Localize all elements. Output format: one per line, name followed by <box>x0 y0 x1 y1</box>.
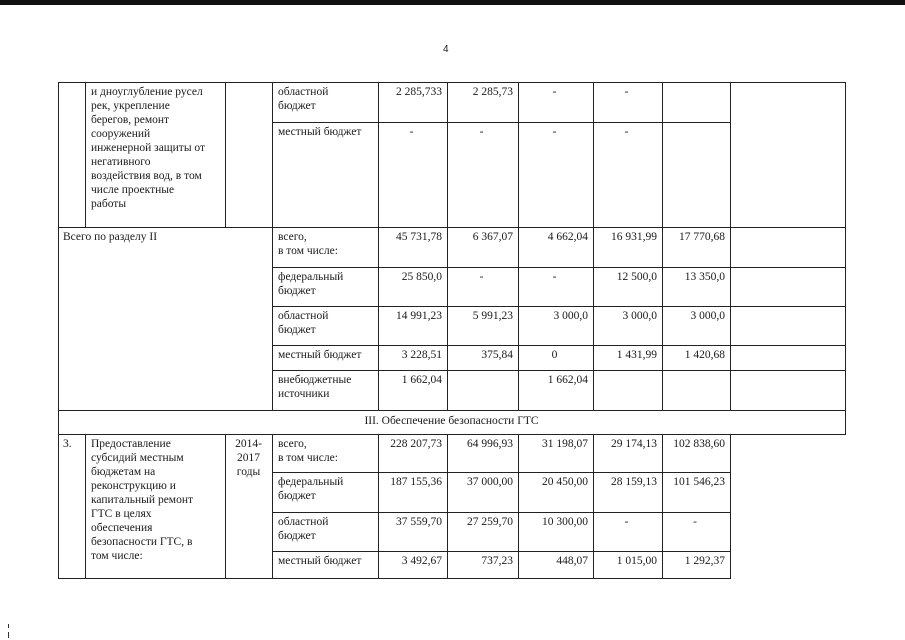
funding-source-label: местный бюджет <box>278 555 362 567</box>
activity-description: капитальный ремонт <box>91 494 194 506</box>
amount-cell: 2 285,733 <box>396 86 442 98</box>
amount-cell: 14 991,23 <box>396 310 442 322</box>
amount-cell: - <box>693 516 697 528</box>
amount-cell: 4 662,04 <box>547 231 588 243</box>
funding-source-label: в том числе: <box>278 245 338 257</box>
table-vline <box>272 82 273 410</box>
amount-cell: - <box>409 126 414 138</box>
table-vline <box>662 434 663 578</box>
activity-description: и дноуглубление русел <box>91 86 203 98</box>
funding-source-label: бюджет <box>278 490 316 502</box>
amount-cell: 228 207,73 <box>390 438 442 450</box>
funding-source-label: бюджет <box>278 285 316 297</box>
table-vline <box>378 434 379 578</box>
table-hline <box>58 578 731 579</box>
funding-source-label: бюджет <box>278 324 316 336</box>
amount-cell: - <box>624 516 629 528</box>
page-number: 4 <box>443 44 449 55</box>
table-hline <box>58 82 846 83</box>
amount-cell: - <box>479 271 484 283</box>
funding-source-label: областной <box>278 310 329 322</box>
table-vline <box>845 82 846 435</box>
amount-cell: 3 228,51 <box>401 349 442 361</box>
funding-source-label: местный бюджет <box>278 126 362 138</box>
activity-description: бюджетам на <box>91 466 156 478</box>
amount-cell: 27 259,70 <box>467 516 513 528</box>
amount-cell: - <box>552 86 557 98</box>
amount-cell: 187 155,36 <box>390 476 442 488</box>
amount-cell: 29 174,13 <box>611 438 657 450</box>
amount-cell: - <box>624 126 629 138</box>
table-vline <box>85 82 86 227</box>
activity-description: инженерной защиты от <box>91 142 206 154</box>
implementation-period: 2014- <box>235 438 262 450</box>
activity-description: сооружений <box>91 128 151 140</box>
amount-cell: - <box>624 86 629 98</box>
amount-cell: 3 000,0 <box>690 310 725 322</box>
amount-cell: 28 159,13 <box>611 476 657 488</box>
funding-source-label: федеральный <box>278 476 344 488</box>
amount-cell: 5 991,23 <box>472 310 513 322</box>
amount-cell: - <box>479 126 484 138</box>
funding-source-label: в том числе: <box>278 452 338 464</box>
funding-source-label: всего, <box>278 438 307 450</box>
amount-cell: 12 500,0 <box>616 271 657 283</box>
funding-source-label: внебюджетные <box>278 374 352 386</box>
section-heading: III. Обеспечение безопасности ГТС <box>364 415 539 427</box>
table-vline <box>272 434 273 578</box>
amount-cell: 1 662,04 <box>547 374 588 386</box>
implementation-period: годы <box>236 466 261 478</box>
amount-cell: 3 492,67 <box>401 555 442 567</box>
funding-source-label: областной <box>278 86 329 98</box>
table-hline <box>58 434 846 435</box>
section-total-label: Всего по разделу II <box>63 231 158 243</box>
amount-cell: 1 420,68 <box>684 349 725 361</box>
table-vline <box>730 82 731 410</box>
amount-cell: 6 367,07 <box>472 231 513 243</box>
amount-cell: 17 770,68 <box>679 231 725 243</box>
activity-description: обеспечения <box>91 522 153 534</box>
amount-cell: 1 662,04 <box>401 374 442 386</box>
activity-description: том числе: <box>91 550 143 562</box>
activity-description: числе проектные <box>91 184 175 196</box>
amount-cell: 25 850,0 <box>401 271 442 283</box>
activity-description: Предоставление <box>91 438 171 450</box>
amount-cell: 737,23 <box>481 555 513 567</box>
amount-cell: 45 731,78 <box>396 231 442 243</box>
table-vline <box>85 434 86 578</box>
amount-cell: - <box>552 271 557 283</box>
funding-source-label: федеральный <box>278 271 344 283</box>
funding-source-label: всего, <box>278 231 307 243</box>
table-vline <box>593 82 594 410</box>
amount-cell: 0 <box>551 349 558 361</box>
table-vline <box>662 82 663 410</box>
activity-description: ГТС в целях <box>91 508 152 520</box>
funding-source-label: бюджет <box>278 530 316 542</box>
amount-cell: 101 546,23 <box>673 476 725 488</box>
table-vline <box>447 434 448 578</box>
implementation-period: 2017 <box>237 452 260 464</box>
amount-cell: 37 559,70 <box>396 516 442 528</box>
amount-cell: 20 450,00 <box>542 476 588 488</box>
scan-top-border <box>0 0 905 5</box>
activity-description: работы <box>91 198 127 210</box>
activity-description: безопасности ГТС, в <box>91 536 193 548</box>
funding-source-label: областной <box>278 516 329 528</box>
table-hline <box>272 370 846 371</box>
amount-cell: 37 000,00 <box>467 476 513 488</box>
table-hline <box>272 306 846 307</box>
activity-description: берегов, ремонт <box>91 114 170 126</box>
activity-description: рек, укрепление <box>91 100 170 112</box>
amount-cell: 13 350,0 <box>684 271 725 283</box>
activity-description: негативного <box>91 156 151 168</box>
table-vline <box>447 82 448 410</box>
amount-cell: 2 285,73 <box>472 86 513 98</box>
table-vline <box>518 82 519 410</box>
amount-cell: 31 198,07 <box>542 438 588 450</box>
row-number: 3. <box>63 438 72 450</box>
amount-cell: 1 292,37 <box>684 555 725 567</box>
amount-cell: 16 931,99 <box>611 231 657 243</box>
table-vline <box>730 434 731 578</box>
activity-description: воздействия вод, в том <box>91 170 202 182</box>
amount-cell: 375,84 <box>481 349 513 361</box>
funding-source-label: бюджет <box>278 100 316 112</box>
table-hline <box>58 410 846 411</box>
amount-cell: 3 000,0 <box>622 310 657 322</box>
activity-description: реконструкцию и <box>91 480 176 492</box>
table-hline <box>272 267 846 268</box>
amount-cell: 1 015,00 <box>616 555 657 567</box>
amount-cell: 10 300,00 <box>542 516 588 528</box>
amount-cell: 102 838,60 <box>673 438 725 450</box>
table-vline <box>225 82 226 227</box>
funding-source-label: источники <box>278 388 330 400</box>
amount-cell: - <box>552 126 557 138</box>
table-vline <box>593 434 594 578</box>
scan-edge-mark <box>8 624 9 628</box>
activity-description: субсидий местным <box>91 452 184 464</box>
amount-cell: 448,07 <box>556 555 588 567</box>
amount-cell: 1 431,99 <box>616 349 657 361</box>
funding-source-label: местный бюджет <box>278 349 362 361</box>
scan-edge-mark <box>8 632 9 638</box>
amount-cell: 3 000,0 <box>553 310 588 322</box>
table-hline <box>58 227 846 228</box>
amount-cell: 64 996,93 <box>467 438 513 450</box>
table-hline <box>272 345 846 346</box>
table-vline <box>378 82 379 410</box>
table-vline <box>518 434 519 578</box>
table-vline <box>58 82 59 578</box>
